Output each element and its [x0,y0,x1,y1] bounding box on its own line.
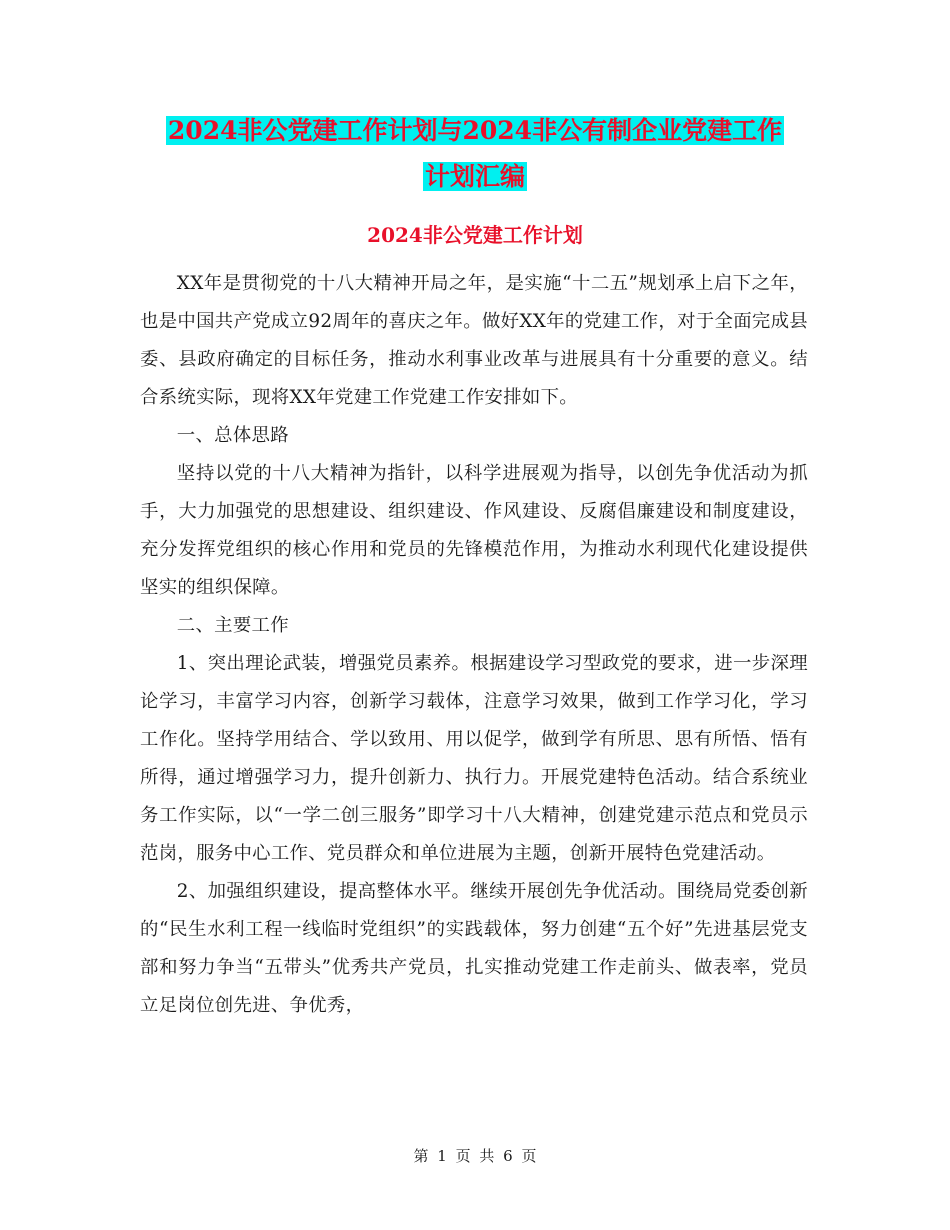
paragraph-intro: XX年是贯彻党的十八大精神开局之年，是实施“十二五”规划承上启下之年，也是中国共产党成立92周年的喜庆之年。做好XX年的党建工作，对于全面完成县委、县政府确定的目标任务，推动水利事业改革与进展具有十分重要的意义。结合系统实际，现将XX年党建工作党建工作安排如下。 [140,273,808,408]
document-title-line-2: 计划汇编 [424,162,525,191]
paragraph-overall-approach: 坚持以党的十八大精神为指针，以科学进展观为指导，以创先争优活动为抓手，大力加强党的思想建设、组织建设、作风建设、反腐倡廉建设和制度建设，充分发挥党组织的核心作用和党员的先锋模范作用，为推动水利现代化建设提供坚实的组织保障。 [140,463,808,598]
heading-main-work: 二、主要工作 [176,615,289,636]
heading-overall-approach: 一、总体思路 [176,425,289,446]
document-title [140,108,810,200]
document-body [140,265,808,1025]
page-indicator: 第 1 页 共 6 页 [413,1147,537,1165]
document-title-line-1: 2024非公党建工作计划与2024非公有制企业党建工作 [167,116,783,145]
paragraph-work-item-1: 1、突出理论武装，增强党员素养。根据建设学习型政党的要求，进一步深理论学习，丰富学习内容，创新学习载体，注意学习效果，做到工作学习化，学习工作化。坚持学用结合、学以致用、用以促学，做到学有所思、思有所悟、悟有所得，通过增强学习力，提升创新力、执行力。开展党建特色活动。结合系统业务工作实际，以“一学二创三服务”即学习十八大精神，创建党建示范点和党员示范岗，服务中心工作、党员群众和单位进展为主题，创新开展特色党建活动。 [140,653,808,864]
section-title: 2024非公党建工作计划 [367,223,583,247]
paragraph-work-item-2: 2、加强组织建设，提高整体水平。继续开展创先争优活动。围绕局党委创新的“民生水利工程一线临时党组织”的实践载体，努力创建“五个好”先进基层党支部和努力争当“五带头”优秀共产党员，扎实推动党建工作走前头、做表率，党员立足岗位创先进、争优秀， [140,881,808,1016]
